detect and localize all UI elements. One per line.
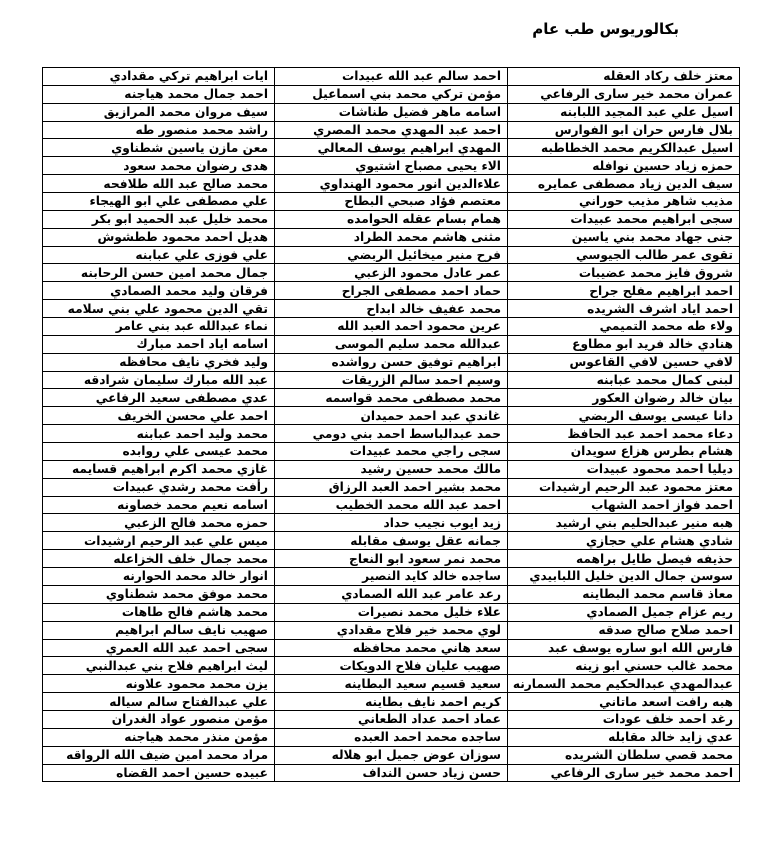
table-row xyxy=(43,496,740,514)
student-name-cell: سوسن جمال الدين خليل اللبابيدي xyxy=(508,568,740,586)
student-name-cell: اسامه نعيم محمد خصاونه xyxy=(43,496,275,514)
student-name-cell: ميس علي عبد الرحيم ارشيدات xyxy=(43,532,275,550)
table-row xyxy=(43,550,740,568)
student-name-cell: بلال فارس حران ابو الفوارس xyxy=(508,121,740,139)
table-row xyxy=(43,746,740,764)
table-row xyxy=(43,246,740,264)
student-name-cell: سجى ابراهيم محمد عبيدات xyxy=(508,210,740,228)
student-name-cell: وليد فخري نايف محافظه xyxy=(43,353,275,371)
student-name-cell: علي فوزى علي عبابنه xyxy=(43,246,275,264)
student-name-cell: سجى احمد عبد الله العمري xyxy=(43,639,275,657)
student-name-cell: لافي حسين لافي القاعوس xyxy=(508,353,740,371)
student-name-cell: عمر عادل محمود الزعبي xyxy=(275,264,508,282)
student-name-cell: عبدالله محمد سليم الموسى xyxy=(275,335,508,353)
student-name-cell: يزن محمد محمود علاونه xyxy=(43,675,275,693)
student-name-cell: الاء يحيى مصباح اشتيوي xyxy=(275,157,508,175)
student-name-cell: ديليا احمد محمود عبيدات xyxy=(508,460,740,478)
student-name-cell: ساجده خالد كايد النصير xyxy=(275,568,508,586)
student-name-cell: عماد احمد عداد الطعاني xyxy=(275,710,508,728)
table-row xyxy=(43,514,740,532)
table-row xyxy=(43,193,740,211)
student-name-cell: ساجده محمد احمد العبده xyxy=(275,728,508,746)
student-name-cell: اسيل علي عبد المجيد اللبابنه xyxy=(508,103,740,121)
student-name-cell: عبيده حسين احمد القضاه xyxy=(43,764,275,782)
student-name-cell: صهيب عليان فلاح الدويكات xyxy=(275,657,508,675)
table-row xyxy=(43,532,740,550)
student-name-cell: مؤمن منذر محمد هياجنه xyxy=(43,728,275,746)
student-name-cell: هنادي خالد فريد ابو مطاوع xyxy=(508,335,740,353)
student-name-cell: حذيفه فيصل طايل براهمه xyxy=(508,550,740,568)
table-row xyxy=(43,443,740,461)
table-row xyxy=(43,210,740,228)
student-name-cell: مؤمن تركي محمد بني اسماعيل xyxy=(275,85,508,103)
table-row xyxy=(43,103,740,121)
student-name-cell: حمزه محمد فالح الزعبي xyxy=(43,514,275,532)
student-name-cell: محمد وليد احمد عبابنه xyxy=(43,425,275,443)
student-name-cell: فرقان وليد محمد الصمادي xyxy=(43,282,275,300)
student-name-cell: المهدي ابراهيم يوسف المعالي xyxy=(275,139,508,157)
table-row xyxy=(43,175,740,193)
student-name-cell: احمد جمال محمد هياجنه xyxy=(43,85,275,103)
student-name-cell: سيف الدين زياد مصطفى عمايره xyxy=(508,175,740,193)
student-name-cell: عبد الله مبارك سليمان شرادقه xyxy=(43,371,275,389)
student-name-cell: اسيل عبدالكريم محمد الخطاطبه xyxy=(508,139,740,157)
student-name-cell: محمد غالب حسني ابو زينه xyxy=(508,657,740,675)
student-name-cell: احمد صلاح صالح صدقه xyxy=(508,621,740,639)
table-row xyxy=(43,335,740,353)
student-name-cell: هدى رضوان محمد سعود xyxy=(43,157,275,175)
student-name-cell: احمد محمد خير سارى الرفاعي xyxy=(508,764,740,782)
table-row xyxy=(43,371,740,389)
student-name-cell: انوار خالد محمد الحوارنه xyxy=(43,568,275,586)
student-name-cell: عبدالمهدي عبدالحكيم محمد السمارنه xyxy=(508,675,740,693)
student-name-cell: نماء عبدالله عبد بني عامر xyxy=(43,318,275,336)
student-name-cell: زيد ايوب نجيب حداد xyxy=(275,514,508,532)
table-row xyxy=(43,621,740,639)
table-row xyxy=(43,68,740,86)
table-row xyxy=(43,568,740,586)
student-name-cell: محمد خليل عبد الحميد ابو بكر xyxy=(43,210,275,228)
student-name-cell: راشد محمد منصور طه xyxy=(43,121,275,139)
table-row xyxy=(43,121,740,139)
student-name-cell: محمد قصي سلطان الشريده xyxy=(508,746,740,764)
table-row xyxy=(43,425,740,443)
student-name-cell: حمزه زياد حسين نوافله xyxy=(508,157,740,175)
student-name-cell: شادي هشام علي حجازي xyxy=(508,532,740,550)
student-name-cell: تقوى عمر طالب الجيوسي xyxy=(508,246,740,264)
student-name-cell: احمد علي محسن الخريف xyxy=(43,407,275,425)
table-row xyxy=(43,710,740,728)
student-name-cell: مؤمن منصور عواد الغدران xyxy=(43,710,275,728)
table-row xyxy=(43,228,740,246)
student-name-cell: عدي زايد خالد مقابله xyxy=(508,728,740,746)
student-name-cell: محمد هاشم فالح طاهات xyxy=(43,603,275,621)
student-name-cell: لوي محمد خير فلاح مقدادي xyxy=(275,621,508,639)
table-row xyxy=(43,282,740,300)
student-name-cell: هشام بطرس هزاع سويدان xyxy=(508,443,740,461)
student-name-cell: احمد ابراهيم مفلح جراح xyxy=(508,282,740,300)
student-name-cell: محمد جمال خلف الخزاعله xyxy=(43,550,275,568)
student-name-cell: رعد عامر عبد الله الصمادي xyxy=(275,585,508,603)
student-name-cell: معاذ قاسم محمد البطاينه xyxy=(508,585,740,603)
student-name-cell: اسامه اياد احمد مبارك xyxy=(43,335,275,353)
student-name-cell: محمد موفق محمد شطناوي xyxy=(43,585,275,603)
student-name-cell: محمد بشير احمد العبد الرزاق xyxy=(275,478,508,496)
student-name-cell: شروق فايز محمد عضيبات xyxy=(508,264,740,282)
student-name-cell: سعد هاني محمد محافظه xyxy=(275,639,508,657)
table-row xyxy=(43,603,740,621)
student-name-cell: محمد مصطفى محمد قواسمه xyxy=(275,389,508,407)
student-name-cell: بيان خالد رضوان العكور xyxy=(508,389,740,407)
table-row xyxy=(43,318,740,336)
student-name-cell: فارس الله ابو ساره يوسف عبد xyxy=(508,639,740,657)
table-row xyxy=(43,389,740,407)
student-name-cell: سجى راجي محمد عبيدات xyxy=(275,443,508,461)
student-name-cell: احمد عبد الله محمد الخطيب xyxy=(275,496,508,514)
table-row xyxy=(43,675,740,693)
student-name-cell: فرح منير ميخائيل الربضي xyxy=(275,246,508,264)
student-name-cell: معتز محمود عبد الرحيم ارشيدات xyxy=(508,478,740,496)
student-name-cell: ليث ابراهيم فلاح بني عبدالنبي xyxy=(43,657,275,675)
table-row xyxy=(43,353,740,371)
table-row xyxy=(43,693,740,711)
student-name-cell: مثنى هاشم محمد الطراد xyxy=(275,228,508,246)
student-name-cell: عمران محمد خير سارى الرفاعي xyxy=(508,85,740,103)
student-name-cell: محمد عفيف خالد ابداح xyxy=(275,300,508,318)
student-name-cell: ايات ابراهيم تركي مقدادي xyxy=(43,68,275,86)
student-name-cell: مراد محمد امين ضيف الله الرواقه xyxy=(43,746,275,764)
table-row xyxy=(43,85,740,103)
table-row xyxy=(43,478,740,496)
student-name-cell: جمال محمد امين حسن الرحابنه xyxy=(43,264,275,282)
student-name-cell: هبه رافت اسعد ماتاني xyxy=(508,693,740,711)
names-table-body xyxy=(43,68,740,782)
table-row xyxy=(43,728,740,746)
student-name-cell: دعاء محمد احمد عبد الحافظ xyxy=(508,425,740,443)
student-name-cell: سيف مروان محمد المرازيق xyxy=(43,103,275,121)
student-name-cell: علاءالدين انور محمود الهنداوي xyxy=(275,175,508,193)
student-name-cell: هديل احمد محمود ططشوش xyxy=(43,228,275,246)
student-name-cell: علاء خليل محمد نصيرات xyxy=(275,603,508,621)
student-name-cell: مالك محمد حسين رشيد xyxy=(275,460,508,478)
student-name-cell: جنى جهاد محمد بني ياسين xyxy=(508,228,740,246)
student-name-cell: صهيب نايف سالم ابراهيم xyxy=(43,621,275,639)
student-name-cell: معتز خلف ركاد العقله xyxy=(508,68,740,86)
table-row xyxy=(43,264,740,282)
student-name-cell: حسن زياد حسن النداف xyxy=(275,764,508,782)
student-name-cell: غازي محمد اكرم ابراهيم قسايمه xyxy=(43,460,275,478)
student-name-cell: جمانه عقل يوسف مقابله xyxy=(275,532,508,550)
student-name-cell: علي مصطفى علي ابو الهيجاء xyxy=(43,193,275,211)
student-name-cell: سوزان عوض جميل ابو هلاله xyxy=(275,746,508,764)
student-name-cell: مذيب شاهر مذيب حوراني xyxy=(508,193,740,211)
student-name-cell: عدي مصطفى سعيد الرفاعي xyxy=(43,389,275,407)
student-name-cell: سعيد قسيم سعيد البطاينه xyxy=(275,675,508,693)
student-name-cell: محمد عيسى علي روابده xyxy=(43,443,275,461)
table-row xyxy=(43,407,740,425)
student-name-cell: ابراهيم توفيق حسن رواشده xyxy=(275,353,508,371)
student-name-cell: دانا عيسى يوسف الربضي xyxy=(508,407,740,425)
student-name-cell: هبه منير عبدالحليم بني ارشيد xyxy=(508,514,740,532)
table-row xyxy=(43,764,740,782)
student-name-cell: محمد نمر سعود ابو النعاج xyxy=(275,550,508,568)
table-row xyxy=(43,585,740,603)
student-name-cell: عرين محمود احمد العبد الله xyxy=(275,318,508,336)
student-name-cell: رغد احمد خلف عودات xyxy=(508,710,740,728)
student-name-cell: احمد فواز احمد الشهاب xyxy=(508,496,740,514)
student-name-cell: احمد عبد المهدي محمد المصري xyxy=(275,121,508,139)
student-name-cell: محمد صالح عبد الله طلافحه xyxy=(43,175,275,193)
student-name-cell: رأفت محمد رشدي عبيدات xyxy=(43,478,275,496)
student-name-cell: تقي الدين محمود علي بني سلامه xyxy=(43,300,275,318)
page-title: بكالوريوس طب عام xyxy=(532,20,679,38)
student-name-cell: احمد سالم عبد الله عبيدات xyxy=(275,68,508,86)
student-name-cell: غاندي عبد احمد حميدان xyxy=(275,407,508,425)
names-table xyxy=(42,67,740,782)
table-row xyxy=(43,300,740,318)
table-row xyxy=(43,157,740,175)
student-name-cell: حمد عبدالباسط احمد بني دومي xyxy=(275,425,508,443)
student-name-cell: احمد اياد اشرف الشريده xyxy=(508,300,740,318)
student-name-cell: معتصم فؤاد صبحي البطاح xyxy=(275,193,508,211)
student-name-cell: همام بسام عقله الحوامده xyxy=(275,210,508,228)
student-name-cell: ولاء طه محمد التميمي xyxy=(508,318,740,336)
student-name-cell: لبنى كمال محمد عبابنه xyxy=(508,371,740,389)
student-name-cell: وسيم احمد سالم الزريقات xyxy=(275,371,508,389)
student-name-cell: حماد احمد مصطفى الجراح xyxy=(275,282,508,300)
table-row xyxy=(43,657,740,675)
student-name-cell: اسامه ماهر فضيل طناشات xyxy=(275,103,508,121)
table-row xyxy=(43,139,740,157)
student-name-cell: معن مازن ياسين شطناوي xyxy=(43,139,275,157)
student-name-cell: علي عبدالفتاح سالم سياله xyxy=(43,693,275,711)
table-row xyxy=(43,460,740,478)
student-name-cell: ريم عزام جميل الصمادي xyxy=(508,603,740,621)
table-row xyxy=(43,639,740,657)
student-name-cell: كريم احمد نايف بطاينه xyxy=(275,693,508,711)
